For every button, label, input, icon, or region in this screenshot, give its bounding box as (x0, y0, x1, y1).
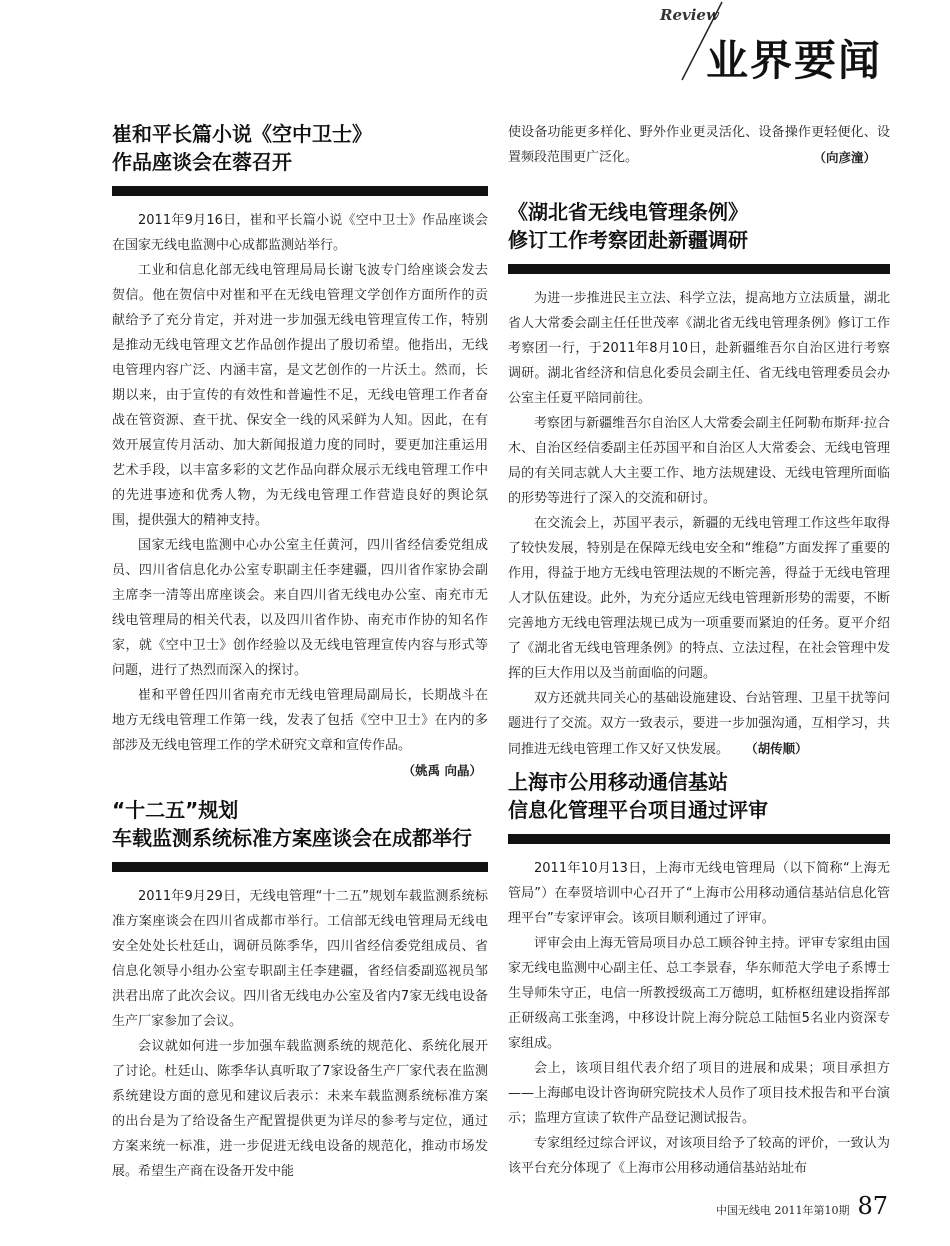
article-headline (508, 198, 890, 254)
headline-line-1: 《湖北省无线电管理条例》 (508, 200, 748, 224)
section-label-en: Review (660, 6, 719, 24)
article-kongzhong-weishi (112, 120, 488, 783)
headline-line-2: 修订工作考察团赴新疆调研 (508, 228, 748, 252)
article-shanghai-base-station (508, 768, 890, 1181)
headline-line-1: 崔和平长篇小说《空中卫士》 (112, 122, 372, 146)
article-paragraph: 会议就如何进一步加强车载监测系统的规范化、系统化展开了讨论。杜廷山、陈季华认真听取了7家设备生产厂家代表在监测系统建设方面的意见和建议后表示：未来车载监测系统标准方案的出台是为了给设备生产配置提供更为详尽的参考与定位，通过方案来统一标准，进一步促进无线电设备的规范化，推动市场发展。希望生产商在设备开发中能 (112, 1039, 488, 1179)
article-byline: （姚禹 向晶） (402, 763, 482, 778)
headline-rule (508, 264, 890, 274)
headline-line-1: 上海市公用移动通信基站 (508, 770, 728, 794)
article-paragraph: 崔和平曾任四川省南充市无线电管理局副局长，长期战斗在地方无线电管理工作第一线，发表了包括《空中卫士》在内的多部涉及无线电管理工作的学术研究文章和宣传作品。 (112, 688, 488, 753)
headline-line-2: 作品座谈会在蓉召开 (112, 150, 292, 174)
article-headline (112, 796, 488, 852)
page-footer (716, 1192, 888, 1220)
section-title: 业界要闻 (706, 36, 883, 85)
article-hubei-regulation (508, 198, 890, 762)
magazine-issue: 中国无线电 2011年第10期 (715, 1204, 850, 1217)
article-paragraph: 2011年10月13日，上海市无线电管理局（以下简称“上海无管局”）在奉贤培训中心召开了“上海市公用移动通信基站信息化管理平台”专家评审会。该项目顺利通过了评审。 (508, 861, 890, 926)
headline-line-1: “十二五”规划 (112, 798, 239, 822)
headline-rule (508, 834, 890, 844)
article-paragraph: 评审会由上海无管局项目办总工顾谷钟主持。评审专家组由国家无线电监测中心副主任、总工李景春，华东师范大学电子系博士生导师朱守正，电信一所教授级高工万德明，虹桥枢纽建设指挥部正研级高工张奎鸿，中移设计院上海分院总工陆恒5名业内资深专家组成。 (508, 936, 890, 1051)
article-byline: （向彦潼） (813, 150, 876, 165)
page-number: 87 (857, 1192, 888, 1220)
headline-line-2: 信息化管理平台项目通过评审 (508, 798, 768, 822)
continued-paragraph (508, 120, 890, 170)
article-paragraph: 考察团与新疆维吾尔自治区人大常委会副主任阿勒布斯拜·拉合木、自治区经信委副主任苏国平和自治区人大常委会、无线电管理局的有关同志就人大主要工作、地方法规建设、无线电管理所面临的形势等进行了深入的交流和研讨。 (508, 416, 890, 506)
article-paragraph: 为进一步推进民主立法、科学立法，提高地方立法质量，湖北省人大常委会副主任任世茂率《湖北省无线电管理条例》修订工作考察团一行，于2011年8月10日，赴新疆维吾尔自治区进行考察调研。湖北省经济和信息化委员会副主任、省无线电管理委员会办公室主任夏平陪同前往。 (508, 291, 890, 406)
headline-rule (112, 862, 488, 872)
article-paragraph (508, 686, 890, 762)
article-paragraph: 2011年9月16日，崔和平长篇小说《空中卫士》作品座谈会在国家无线电监测中心成都监测站举行。 (112, 213, 488, 253)
continued-text: 使设备功能更多样化、野外作业更灵活化、设备操作更轻便化、设置频段范围更广泛化。 (508, 125, 890, 165)
headline-rule (112, 186, 488, 196)
article-paragraph: 会上，该项目组代表介绍了项目的进展和成果；项目承担方——上海邮电设计咨询研究院技术人员作了项目技术报告和平台演示；监理方宣读了软件产品登记测试报告。 (508, 1061, 890, 1126)
article-continuation (508, 120, 890, 170)
article-paragraph: 2011年9月29日，无线电管理“十二五”规划车载监测系统标准方案座谈会在四川省成都市举行。工信部无线电管理局无线电安全处处长杜廷山，调研员陈季华，四川省经信委党组成员、省信息化领导小组办公室专职副主任李建疆，省经信委副巡视员邹洪君出席了此次会议。四川省无线电办公室及省内7家无线电设备生产厂家参加了会议。 (112, 889, 488, 1029)
article-byline: （胡传顺） (745, 741, 808, 756)
article-paragraph: 工业和信息化部无线电管理局局长谢飞波专门给座谈会发去贺信。他在贺信中对崔和平在无线电管理文学创作方面所作的贡献给予了充分肯定，并对进一步加强无线电管理宣传工作，特别是推动无线电管理文艺作品创作提出了殷切希望。他指出，无线电管理内容广泛、内涵丰富，是文艺创作的一片沃土。然而，长期以来，由于宣传的有效性和普遍性不足，无线电管理工作者奋战在管资源、查干扰、保安全一线的风采鲜为人知。因此，在有效开展宣传月活动、加大新闻报道力度的同时，要更加注重运用艺术手段，以丰富多彩的文艺作品向群众展示无线电管理工作中的先进事迹和优秀人物，为无线电管理工作营造良好的舆论氛围，提供强大的精神支持。 (112, 263, 488, 528)
article-paragraph: 专家组经过综合评议，对该项目给予了较高的评价，一致认为该平台充分体现了《上海市公用移动通信基站站址布 (508, 1136, 890, 1176)
article-headline (508, 768, 890, 824)
headline-line-2: 车载监测系统标准方案座谈会在成都举行 (112, 826, 472, 850)
article-paragraph: 在交流会上，苏国平表示，新疆的无线电管理工作这些年取得了较快发展，特别是在保障无线电安全和“维稳”方面发挥了重要的作用，得益于地方无线电管理法规的不断完善，得益于无线电管理人才队伍建设。此外，为充分适应无线电管理新形势的需要，不断完善地方无线电管理法规已成为一项重要而紧迫的任务。夏平介绍了《湖北省无线电管理条例》的特点、立法过程，在社会管理中发挥的巨大作用以及当前面临的问题。 (508, 516, 890, 681)
article-vehicle-monitoring (112, 796, 488, 1184)
article-paragraph: 国家无线电监测中心办公室主任黄河，四川省经信委党组成员、四川省信息化办公室专职副主任李建疆，四川省作家协会副主席李一清等出席座谈会。来自四川省无线电办公室、南充市无线电管理局的相关代表，以及四川省作协、南充市作协的知名作家，就《空中卫士》创作经验以及无线电管理宣传内容与形式等问题，进行了热烈而深入的探讨。 (112, 538, 488, 678)
article-headline (112, 120, 488, 176)
paragraph-text: 双方还就共同关心的基础设施建设、台站管理、卫星干扰等问题进行了交流。双方一致表示，要进一步加强沟通，互相学习，共同推进无线电管理工作又好又快发展。 (508, 691, 890, 757)
